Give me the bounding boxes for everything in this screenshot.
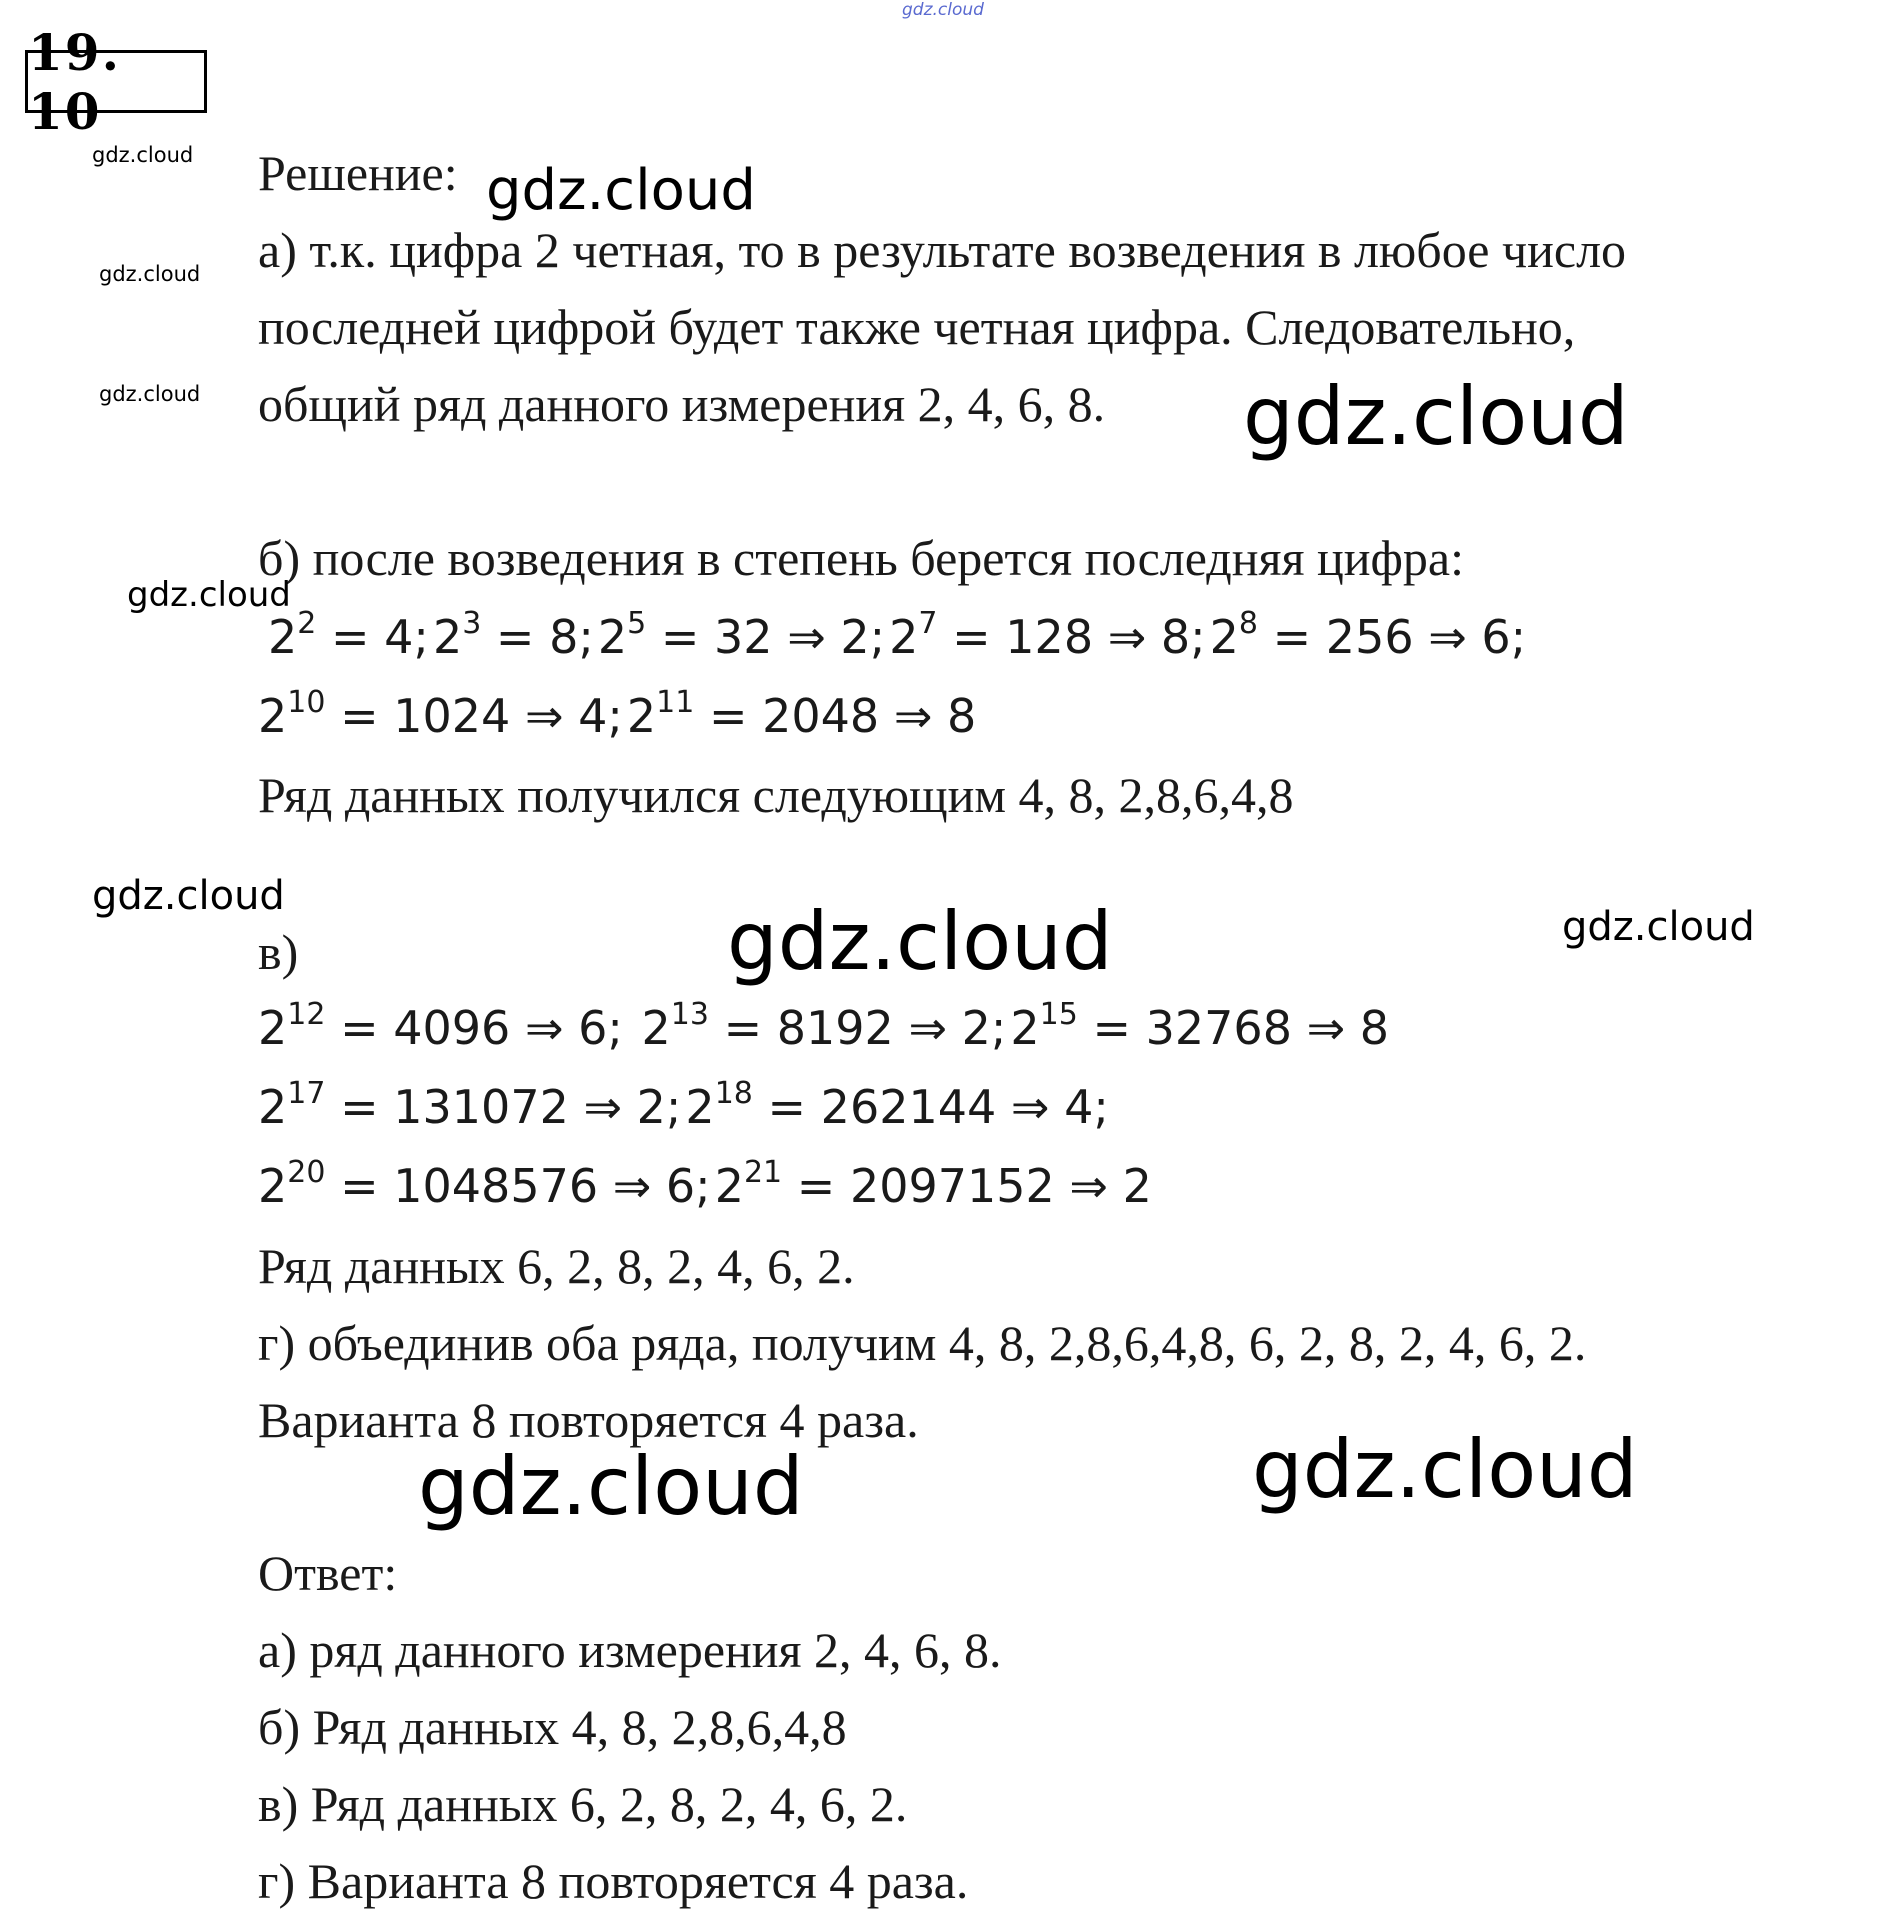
power-exponent: 2 — [297, 606, 317, 641]
part-a-line-1: а) т.к. цифра 2 четная, то в результате возведения в любое число — [258, 222, 1627, 278]
power-exponent: 21 — [743, 1155, 783, 1190]
power-expression — [258, 685, 623, 743]
power-expression — [258, 997, 638, 1055]
power-result: = 32768 ⇒ 8 — [1077, 1001, 1390, 1055]
part-c-math-line-1 — [258, 998, 1393, 1058]
power-base: 2 — [889, 610, 919, 664]
power-expression — [258, 1076, 682, 1134]
power-base: 2 — [641, 1001, 671, 1055]
answer-line-c: в) Ряд данных 6, 2, 8, 2, 4, 6, 2. — [258, 1776, 908, 1832]
power-expression — [1010, 997, 1390, 1055]
power-exponent: 20 — [287, 1155, 326, 1190]
watermark-small-1: gdz.cloud — [92, 143, 194, 167]
part-c-label: в) — [258, 924, 299, 980]
watermark-large-4: gdz.cloud — [418, 1440, 804, 1533]
watermark-large-3: gdz.cloud — [1252, 1423, 1638, 1516]
power-base: 2 — [1209, 610, 1239, 664]
power-expression — [641, 997, 1007, 1055]
watermark-medium-1: gdz.cloud — [486, 158, 756, 223]
part-a-line-2: последней цифрой будет также четная цифра. Следовательно, — [258, 299, 1576, 355]
part-b-math-line-1 — [268, 607, 1530, 667]
part-c-result: Ряд данных 6, 2, 8, 2, 4, 6, 2. — [258, 1238, 855, 1294]
power-result: = 8192 ⇒ 2; — [708, 1001, 1007, 1055]
watermark-large-2: gdz.cloud — [727, 895, 1113, 988]
power-exponent: 3 — [462, 606, 482, 641]
power-base: 2 — [432, 610, 463, 664]
power-base: 2 — [626, 689, 657, 743]
part-b-math-line-2 — [258, 686, 980, 746]
power-expression — [597, 606, 886, 664]
power-base: 2 — [714, 1159, 744, 1213]
power-result: = 32 ⇒ 2; — [646, 610, 886, 664]
power-expression — [268, 606, 429, 664]
power-exponent: 5 — [627, 606, 647, 641]
power-result: = 2048 ⇒ 8 — [694, 689, 977, 743]
power-base: 2 — [685, 1080, 715, 1134]
power-base: 2 — [258, 1080, 288, 1134]
watermark-small-3: gdz.cloud — [99, 382, 201, 406]
power-result: = 1048576 ⇒ 6; — [325, 1159, 711, 1213]
watermark-small-2: gdz.cloud — [99, 262, 201, 286]
power-exponent: 11 — [656, 685, 695, 720]
watermark-medium-2: gdz.cloud — [127, 575, 291, 615]
power-result: = 262144 ⇒ 4; — [752, 1080, 1109, 1134]
answer-line-a: а) ряд данного измерения 2, 4, 6, 8. — [258, 1622, 1002, 1678]
power-expression — [432, 606, 594, 664]
power-result: = 128 ⇒ 8; — [937, 610, 1206, 664]
power-result: = 2097152 ⇒ 2 — [782, 1159, 1152, 1213]
power-exponent: 18 — [714, 1076, 753, 1111]
watermark-medium-4: gdz.cloud — [1562, 904, 1755, 950]
power-base: 2 — [597, 610, 628, 664]
power-result: = 256 ⇒ 6; — [1258, 610, 1527, 664]
power-exponent: 12 — [287, 997, 326, 1032]
watermark-top: gdz.cloud — [902, 0, 984, 20]
part-b-result: Ряд данных получился следующим 4, 8, 2,8,6,4,8 — [258, 767, 1294, 823]
power-exponent: 10 — [287, 685, 326, 720]
power-exponent: 15 — [1039, 997, 1078, 1032]
watermark-large-1: gdz.cloud — [1243, 370, 1629, 463]
power-base: 2 — [268, 610, 298, 664]
solution-label: Решение: — [258, 145, 458, 201]
part-c-math-line-3 — [258, 1156, 1156, 1216]
power-expression — [685, 1076, 1109, 1134]
power-exponent: 8 — [1238, 606, 1259, 641]
answer-label: Ответ: — [258, 1545, 398, 1601]
watermark-medium-3: gdz.cloud — [92, 873, 285, 919]
answer-line-d: г) Варианта 8 повторяется 4 раза. — [258, 1853, 969, 1909]
answer-line-b: б) Ряд данных 4, 8, 2,8,6,4,8 — [258, 1699, 847, 1755]
power-base: 2 — [258, 1001, 288, 1055]
power-result: = 8; — [481, 610, 594, 664]
power-result: = 131072 ⇒ 2; — [325, 1080, 682, 1134]
part-d-line-2: Варианта 8 повторяется 4 раза. — [258, 1392, 919, 1448]
power-result: = 4; — [316, 610, 429, 664]
power-result: = 4096 ⇒ 6; — [325, 1001, 638, 1055]
power-exponent: 17 — [287, 1076, 326, 1111]
power-result: = 1024 ⇒ 4; — [325, 689, 623, 743]
power-base: 2 — [1010, 1001, 1040, 1055]
part-b-intro: б) после возведения в степень берется последняя цифра: — [258, 530, 1464, 586]
power-expression — [714, 1155, 1152, 1213]
power-exponent: 7 — [918, 606, 938, 641]
power-expression — [626, 685, 977, 743]
part-d-line-1: г) объединив оба ряда, получим 4, 8, 2,8,6,4,8, 6, 2, 8, 2, 4, 6, 2. — [258, 1315, 1587, 1371]
part-c-math-line-2 — [258, 1077, 1113, 1137]
power-base: 2 — [258, 689, 288, 743]
power-expression — [1209, 606, 1527, 664]
part-a-line-3: общий ряд данного измерения 2, 4, 6, 8. — [258, 376, 1106, 432]
power-base: 2 — [258, 1159, 288, 1213]
power-exponent: 13 — [670, 997, 709, 1032]
problem-number: 19. 10 — [25, 50, 207, 113]
power-expression — [889, 606, 1206, 664]
power-expression — [258, 1155, 711, 1213]
